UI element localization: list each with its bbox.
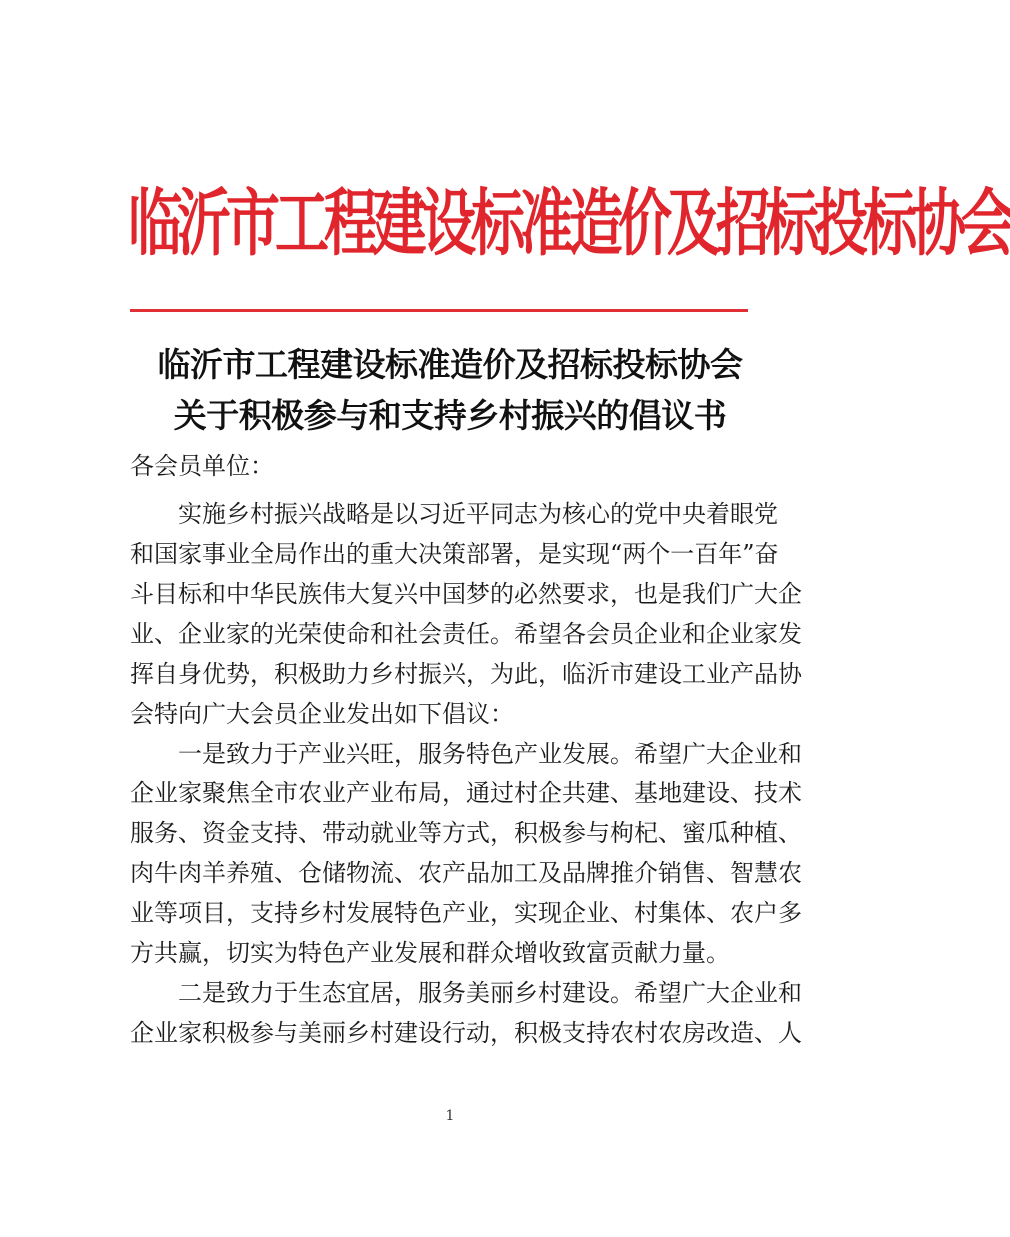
letterhead-red-rule — [130, 309, 748, 312]
body-line: 二是致力于生态宜居，服务美丽乡村建设。希望广大企业和 — [178, 979, 802, 1007]
body-line: 企业家积极参与美丽乡村建设行动，积极支持农村农房改造、人 — [130, 1019, 802, 1047]
page-number: 1 — [445, 1108, 455, 1124]
body-line: 和国家事业全局作出的重大决策部署，是实现“两个一百年”奋 — [130, 540, 779, 568]
body-line: 挥自身优势，积极助力乡村振兴，为此，临沂市建设工业产品协 — [130, 660, 802, 688]
document-title-line-2: 关于积极参与和支持乡村振兴的倡议书 — [173, 396, 727, 435]
body-line: 业等项目，支持乡村发展特色产业，实现企业、村集体、农户多 — [130, 899, 802, 927]
letterhead-org-name: 临沂市工程建设标准造价及招标投标协会 — [128, 180, 1010, 266]
body-line: 肉牛肉羊养殖、仓储物流、农产品加工及品牌推介销售、智慧农 — [130, 859, 802, 887]
body-line: 会特向广大会员企业发出如下倡议： — [130, 700, 514, 728]
body-line: 业、企业家的光荣使命和社会责任。希望各会员企业和企业家发 — [130, 620, 802, 648]
salutation: 各会员单位： — [130, 452, 274, 480]
document-title-line-1: 临沂市工程建设标准造价及招标投标协会 — [157, 345, 743, 384]
body-line: 服务、资金支持、带动就业等方式，积极参与枸杞、蜜瓜种植、 — [130, 819, 802, 847]
body-line: 一是致力于产业兴旺，服务特色产业发展。希望广大企业和 — [178, 740, 802, 768]
body-line: 实施乡村振兴战略是以习近平同志为核心的党中央着眼党 — [178, 500, 778, 528]
body-line: 企业家聚焦全市农业产业布局，通过村企共建、基地建设、技术 — [130, 779, 802, 807]
body-line: 斗目标和中华民族伟大复兴中国梦的必然要求，也是我们广大企 — [130, 580, 802, 608]
body-line: 方共赢，切实为特色产业发展和群众增收致富贡献力量。 — [130, 939, 730, 967]
